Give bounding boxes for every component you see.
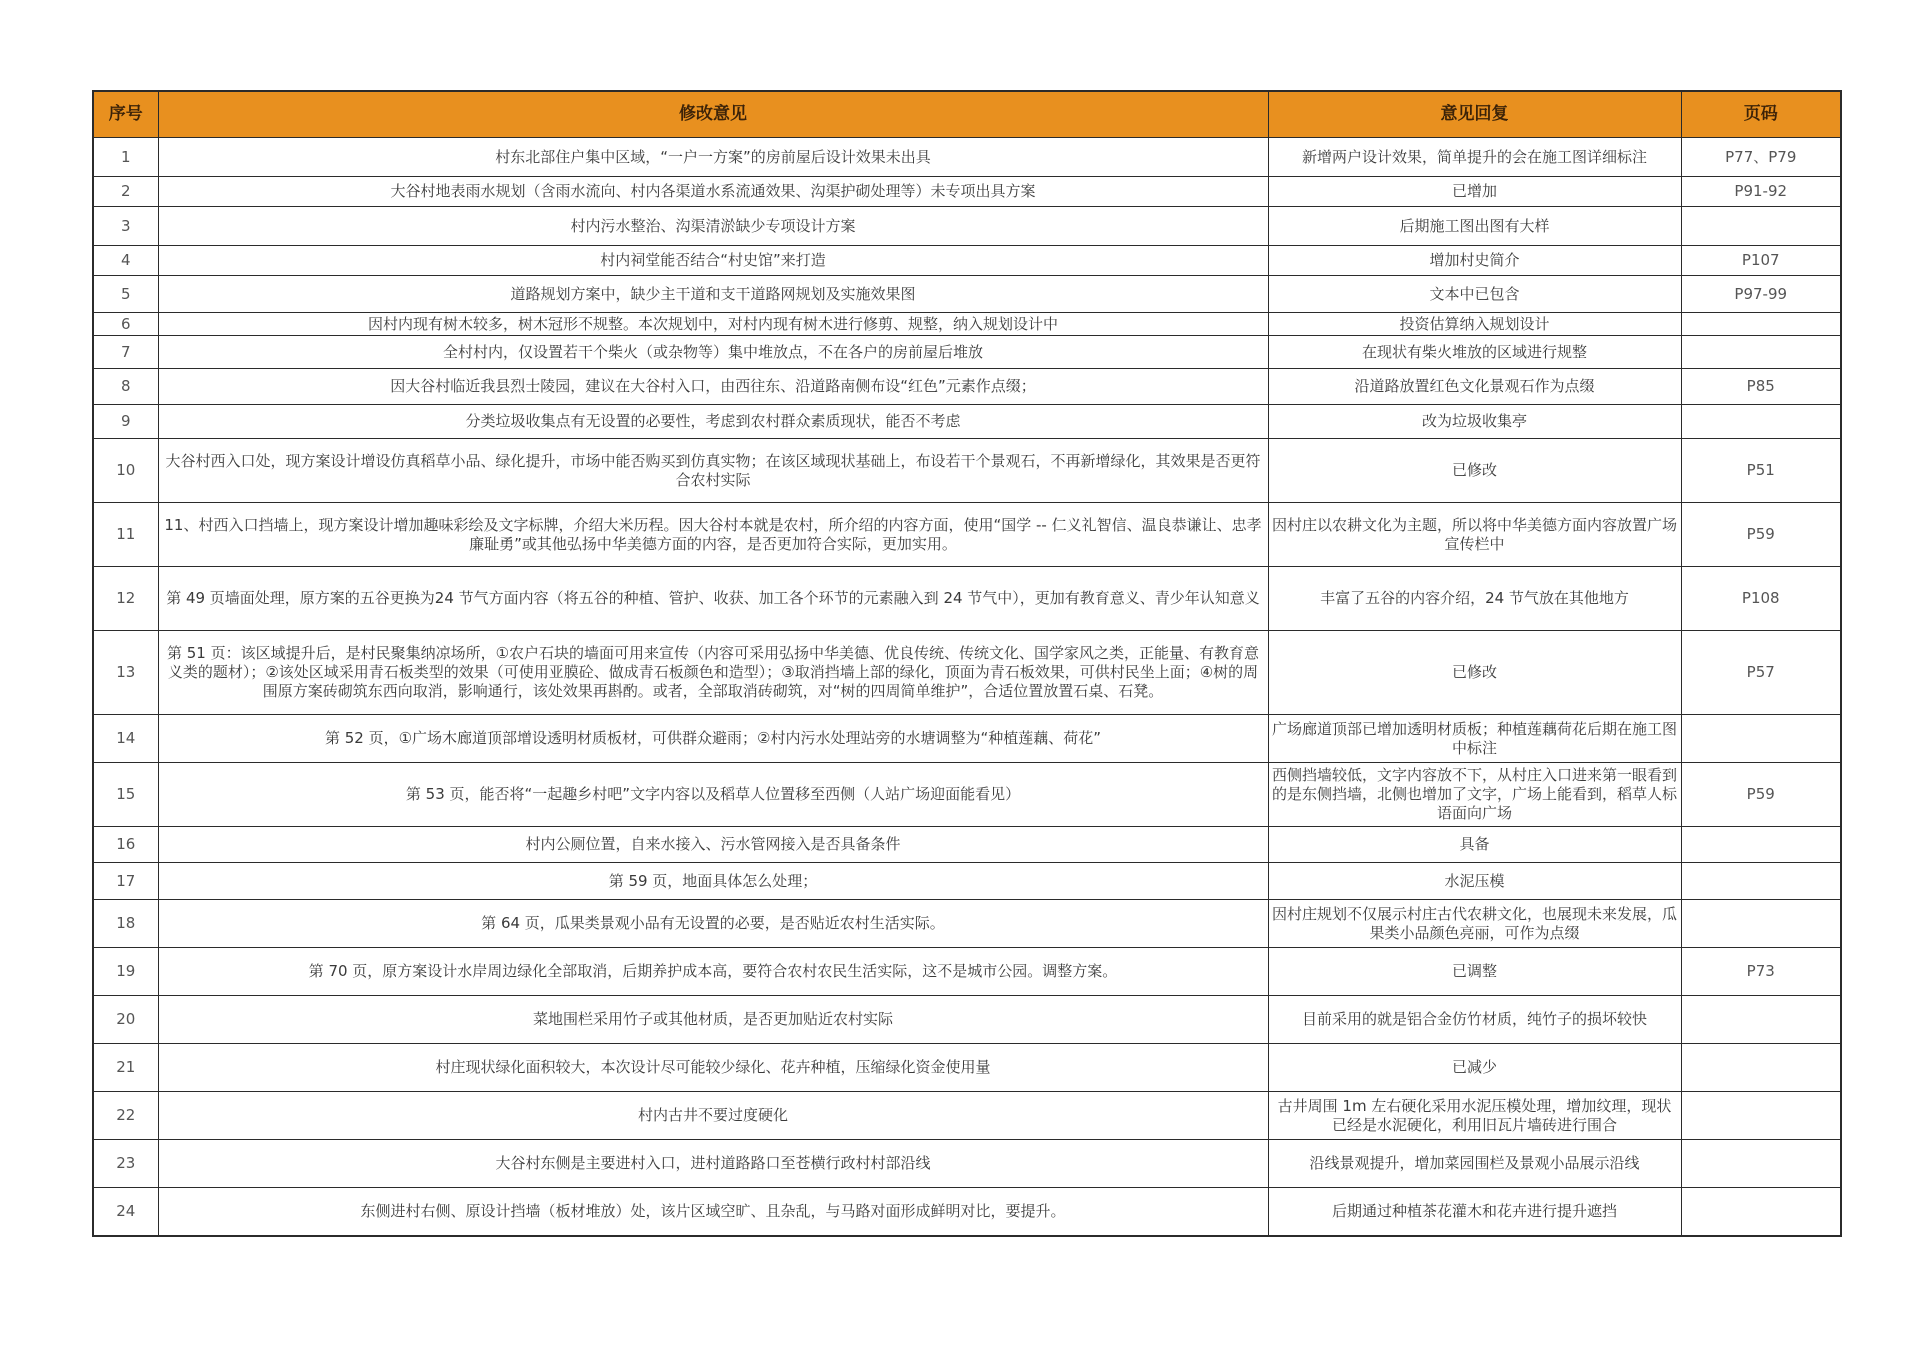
review-comments-table: [92, 90, 1842, 1237]
table-row: [93, 439, 1841, 503]
row-page-number: P51: [1681, 439, 1841, 503]
row-page-number: [1681, 207, 1841, 246]
row-page-number: P108: [1681, 567, 1841, 631]
table-row: [93, 369, 1841, 405]
row-revision-comment: 第 70 页，原方案设计水岸周边绿化全部取消，后期养护成本高，要符合农村农民生活实际，这不是城市公园。调整方案。: [158, 948, 1268, 996]
table-row: [93, 900, 1841, 948]
row-serial-number: 2: [93, 177, 158, 207]
row-revision-comment: 全村村内，仅设置若干个柴火（或杂物等）集中堆放点，不在各户的房前屋后堆放: [158, 336, 1268, 369]
row-serial-number: 17: [93, 863, 158, 900]
row-page-number: [1681, 313, 1841, 336]
row-page-number: P77、P79: [1681, 138, 1841, 177]
row-serial-number: 10: [93, 439, 158, 503]
row-page-number: [1681, 1044, 1841, 1092]
table-row: [93, 763, 1841, 827]
table-row: [93, 246, 1841, 276]
table-row: [93, 138, 1841, 177]
row-page-number: P57: [1681, 631, 1841, 715]
row-page-number: [1681, 996, 1841, 1044]
row-comment-reply: 目前采用的就是铝合金仿竹材质，纯竹子的损坏较快: [1268, 996, 1681, 1044]
table-row: [93, 715, 1841, 763]
row-serial-number: 14: [93, 715, 158, 763]
row-comment-reply: 已修改: [1268, 439, 1681, 503]
table-row: [93, 336, 1841, 369]
row-revision-comment: 因村内现有树木较多，树木冠形不规整。本次规划中，对村内现有树木进行修剪、规整，纳入规划设计中: [158, 313, 1268, 336]
table-row: [93, 567, 1841, 631]
row-revision-comment: 村内公厕位置，自来水接入、污水管网接入是否具备条件: [158, 827, 1268, 863]
row-revision-comment: 大谷村地表雨水规划（含雨水流向、村内各渠道水系流通效果、沟渠护砌处理等）未专项出具方案: [158, 177, 1268, 207]
row-page-number: P85: [1681, 369, 1841, 405]
table-row: [93, 948, 1841, 996]
row-comment-reply: 新增两户设计效果，简单提升的会在施工图详细标注: [1268, 138, 1681, 177]
row-page-number: [1681, 715, 1841, 763]
row-comment-reply: 投资估算纳入规划设计: [1268, 313, 1681, 336]
row-comment-reply: 在现状有柴火堆放的区域进行规整: [1268, 336, 1681, 369]
row-comment-reply: 西侧挡墙较低，文字内容放不下，从村庄入口进来第一眼看到的是东侧挡墙，北侧也增加了文字，广场上能看到，稻草人标语面向广场: [1268, 763, 1681, 827]
row-revision-comment: 第 59 页，地面具体怎么处理；: [158, 863, 1268, 900]
row-revision-comment: 道路规划方案中，缺少主干道和支干道路网规划及实施效果图: [158, 276, 1268, 313]
row-serial-number: 18: [93, 900, 158, 948]
row-comment-reply: 已增加: [1268, 177, 1681, 207]
row-comment-reply: 已减少: [1268, 1044, 1681, 1092]
row-serial-number: 11: [93, 503, 158, 567]
row-serial-number: 6: [93, 313, 158, 336]
row-comment-reply: 丰富了五谷的内容介绍，24 节气放在其他地方: [1268, 567, 1681, 631]
row-revision-comment: 菜地围栏采用竹子或其他材质，是否更加贴近农村实际: [158, 996, 1268, 1044]
row-revision-comment: 大谷村东侧是主要进村入口，进村道路路口至苍横行政村村部沿线: [158, 1140, 1268, 1188]
header-serial-number: 序号: [93, 91, 158, 138]
row-comment-reply: 沿道路放置红色文化景观石作为点缀: [1268, 369, 1681, 405]
row-revision-comment: 因大谷村临近我县烈士陵园，建议在大谷村入口，由西往东、沿道路南侧布设“红色”元素作点缀；: [158, 369, 1268, 405]
row-serial-number: 8: [93, 369, 158, 405]
row-serial-number: 15: [93, 763, 158, 827]
table-row: [93, 177, 1841, 207]
table-row: [93, 313, 1841, 336]
row-page-number: P59: [1681, 503, 1841, 567]
row-serial-number: 16: [93, 827, 158, 863]
table-row: [93, 863, 1841, 900]
row-revision-comment: 第 64 页，瓜果类景观小品有无设置的必要，是否贴近农村生活实际。: [158, 900, 1268, 948]
table-row: [93, 996, 1841, 1044]
row-serial-number: 1: [93, 138, 158, 177]
row-revision-comment: 村内古井不要过度硬化: [158, 1092, 1268, 1140]
table-row: [93, 1188, 1841, 1236]
row-page-number: [1681, 863, 1841, 900]
row-comment-reply: 已调整: [1268, 948, 1681, 996]
row-comment-reply: 因村庄规划不仅展示村庄古代农耕文化，也展现未来发展，瓜果类小品颜色亮丽，可作为点缀: [1268, 900, 1681, 948]
row-serial-number: 20: [93, 996, 158, 1044]
table-header-row: [93, 91, 1841, 138]
row-serial-number: 24: [93, 1188, 158, 1236]
row-revision-comment: 11、村西入口挡墙上，现方案设计增加趣味彩绘及文字标牌，介绍大米历程。因大谷村本就是农村，所介绍的内容方面，使用“国学 -- 仁义礼智信、温良恭谦让、忠孝廉耻勇”或其他弘扬中华美德方面的内容，是否更加符合实际，更加实用。: [158, 503, 1268, 567]
row-revision-comment: 第 53 页，能否将“一起趣乡村吧”文字内容以及稻草人位置移至西侧（人站广场迎面能看见）: [158, 763, 1268, 827]
row-page-number: P59: [1681, 763, 1841, 827]
row-page-number: [1681, 900, 1841, 948]
row-page-number: [1681, 405, 1841, 439]
row-comment-reply: 因村庄以农耕文化为主题，所以将中华美德方面内容放置广场宣传栏中: [1268, 503, 1681, 567]
table-row: [93, 276, 1841, 313]
row-comment-reply: 广场廊道顶部已增加透明材质板；种植莲藕荷花后期在施工图中标注: [1268, 715, 1681, 763]
table-row: [93, 207, 1841, 246]
row-serial-number: 23: [93, 1140, 158, 1188]
row-page-number: [1681, 827, 1841, 863]
row-comment-reply: 沿线景观提升，增加菜园围栏及景观小品展示沿线: [1268, 1140, 1681, 1188]
row-comment-reply: 后期通过种植茶花灌木和花卉进行提升遮挡: [1268, 1188, 1681, 1236]
row-comment-reply: 古井周围 1m 左右硬化采用水泥压模处理，增加纹理，现状已经是水泥硬化，利用旧瓦片墙砖进行围合: [1268, 1092, 1681, 1140]
row-serial-number: 3: [93, 207, 158, 246]
row-comment-reply: 改为垃圾收集亭: [1268, 405, 1681, 439]
table-body: [93, 138, 1841, 1236]
table-row: [93, 503, 1841, 567]
row-page-number: P97-99: [1681, 276, 1841, 313]
table-row: [93, 405, 1841, 439]
row-serial-number: 7: [93, 336, 158, 369]
row-comment-reply: 已修改: [1268, 631, 1681, 715]
review-sheet: [92, 90, 1840, 1237]
table-row: [93, 1044, 1841, 1092]
row-revision-comment: 村内祠堂能否结合“村史馆”来打造: [158, 246, 1268, 276]
header-page-number: 页码: [1681, 91, 1841, 138]
row-serial-number: 5: [93, 276, 158, 313]
row-comment-reply: 后期施工图出图有大样: [1268, 207, 1681, 246]
row-revision-comment: 村庄现状绿化面积较大，本次设计尽可能较少绿化、花卉种植，压缩绿化资金使用量: [158, 1044, 1268, 1092]
row-page-number: [1681, 1188, 1841, 1236]
row-page-number: [1681, 1140, 1841, 1188]
row-revision-comment: 大谷村西入口处，现方案设计增设仿真稻草小品、绿化提升，市场中能否购买到仿真实物；在该区域现状基础上，布设若干个景观石，不再新增绿化，其效果是否更符合农村实际: [158, 439, 1268, 503]
row-serial-number: 19: [93, 948, 158, 996]
row-revision-comment: 村东北部住户集中区域，“一户一方案”的房前屋后设计效果未出具: [158, 138, 1268, 177]
table-row: [93, 1092, 1841, 1140]
row-comment-reply: 文本中已包含: [1268, 276, 1681, 313]
row-comment-reply: 具备: [1268, 827, 1681, 863]
row-serial-number: 21: [93, 1044, 158, 1092]
row-revision-comment: 分类垃圾收集点有无设置的必要性，考虑到农村群众素质现状，能否不考虑: [158, 405, 1268, 439]
row-revision-comment: 村内污水整治、沟渠清淤缺少专项设计方案: [158, 207, 1268, 246]
row-serial-number: 9: [93, 405, 158, 439]
row-page-number: [1681, 1092, 1841, 1140]
row-revision-comment: 第 49 页墙面处理，原方案的五谷更换为24 节气方面内容（将五谷的种植、管护、收获、加工各个环节的元素融入到 24 节气中），更加有教育意义、青少年认知意义: [158, 567, 1268, 631]
row-page-number: P107: [1681, 246, 1841, 276]
row-serial-number: 13: [93, 631, 158, 715]
table-row: [93, 827, 1841, 863]
row-page-number: [1681, 336, 1841, 369]
row-page-number: P73: [1681, 948, 1841, 996]
row-revision-comment: 第 52 页，①广场木廊道顶部增设透明材质板材，可供群众避雨；②村内污水处理站旁的水塘调整为“种植莲藕、荷花”: [158, 715, 1268, 763]
header-comment-reply: 意见回复: [1268, 91, 1681, 138]
row-comment-reply: 水泥压模: [1268, 863, 1681, 900]
row-serial-number: 12: [93, 567, 158, 631]
row-serial-number: 4: [93, 246, 158, 276]
header-revision-comment: 修改意见: [158, 91, 1268, 138]
table-row: [93, 1140, 1841, 1188]
row-serial-number: 22: [93, 1092, 158, 1140]
row-comment-reply: 增加村史简介: [1268, 246, 1681, 276]
row-page-number: P91-92: [1681, 177, 1841, 207]
table-row: [93, 631, 1841, 715]
row-revision-comment: 东侧进村右侧、原设计挡墙（板材堆放）处，该片区域空旷、且杂乱，与马路对面形成鲜明对比，要提升。: [158, 1188, 1268, 1236]
row-revision-comment: 第 51 页：该区域提升后，是村民聚集纳凉场所，①农户石块的墙面可用来宣传（内容可采用弘扬中华美德、优良传统、传统文化、国学家风之类，正能量、有教育意义类的题材）；②该处区域采用青石板类型的效果（可使用亚膜砼、做成青石板颜色和造型）；③取消挡墙上部的绿化，顶面为青石板效果，可供村民坐上面；④树的周围原方案砖砌筑东西向取消，影响通行，该处效果再斟酌。或者，全部取消砖砌筑，对“树的四周简单维护”，合适位置放置石桌、石凳。: [158, 631, 1268, 715]
